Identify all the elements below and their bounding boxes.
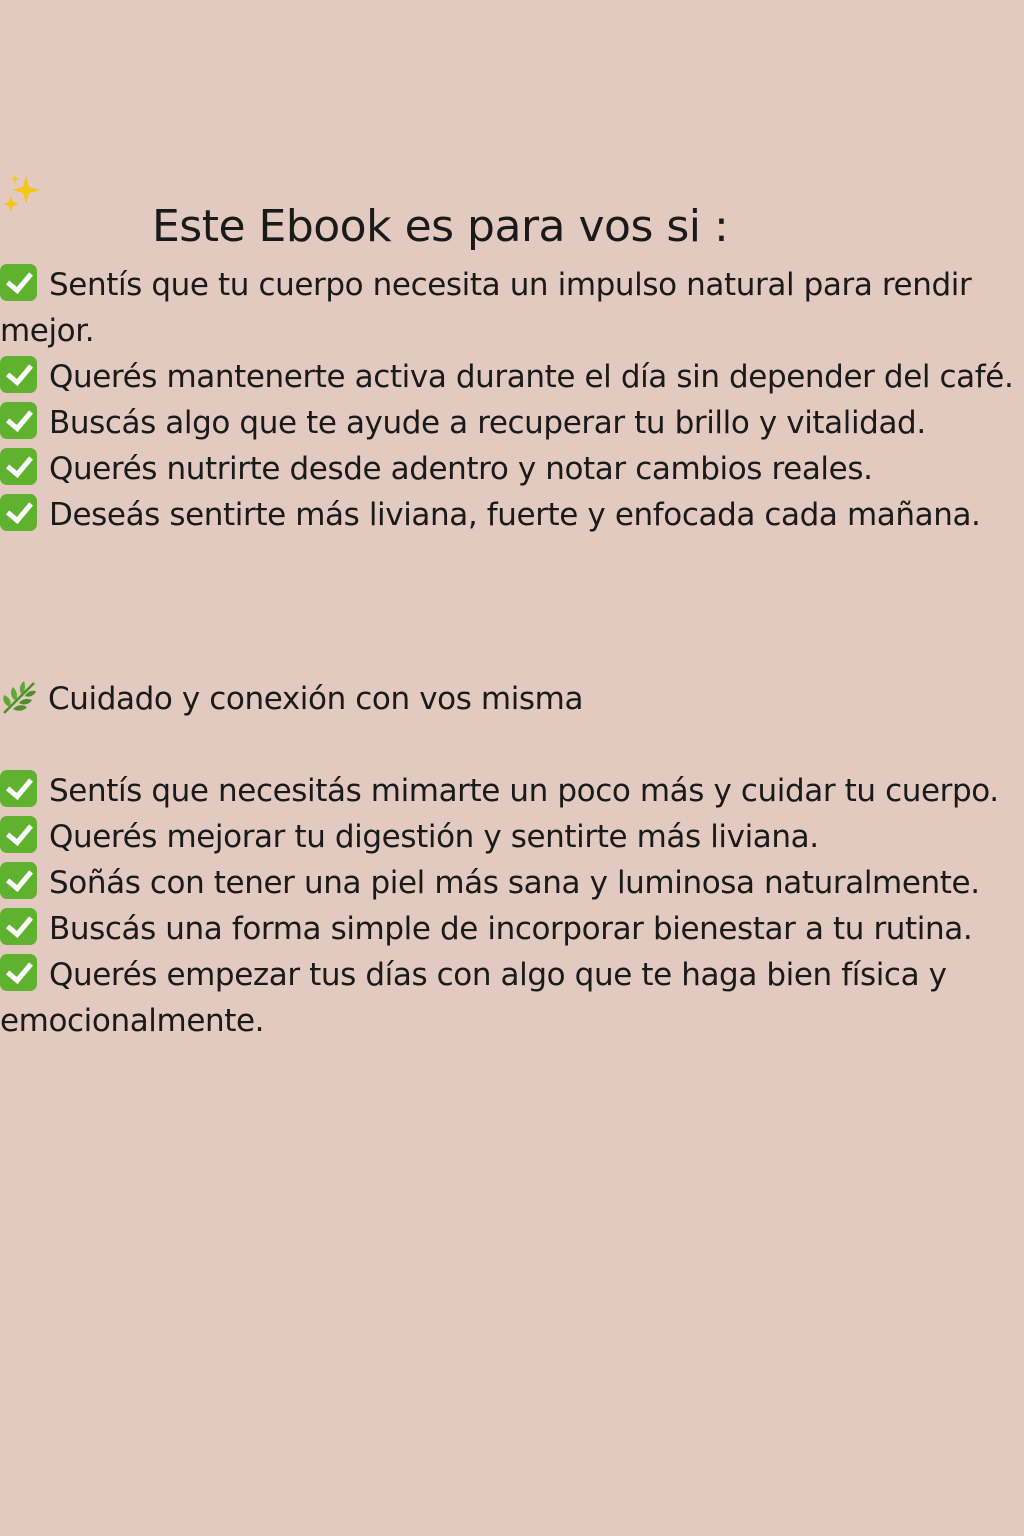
list-item-text: Sentís que necesitás mimarte un poco más y cuidar tu cuerpo. [49,773,999,809]
list-item [0,400,1022,446]
check-mark-icon [0,264,37,301]
list-item-text: Querés empezar tus días con algo que te haga bien física y emocionalmente. [0,957,947,1039]
list-item [0,952,1022,1044]
sparkles-icon [2,170,42,218]
check-mark-icon [0,770,37,807]
section-heading [0,676,583,722]
list-item-text: Buscás una forma simple de incorporar bienestar a tu rutina. [49,911,973,947]
herb-leaf-icon [0,679,38,717]
list-item [0,262,1022,354]
list-item [0,354,1022,400]
check-mark-icon [0,908,37,945]
check-mark-icon [0,816,37,853]
list-item-text: Querés mejorar tu digestión y sentirte más liviana. [49,819,819,855]
list-item-text: Buscás algo que te ayude a recuperar tu brillo y vitalidad. [49,405,926,441]
check-mark-icon [0,862,37,899]
benefits-list [0,262,1022,538]
check-mark-icon [0,448,37,485]
list-item-text: Deseás sentirte más liviana, fuerte y enfocada cada mañana. [49,497,981,533]
section-heading-text: Cuidado y conexión con vos misma [48,681,584,717]
list-item [0,492,1022,538]
page-title: Este Ebook es para vos si : [152,201,729,252]
list-item-text: Querés mantenerte activa durante el día sin depender del café. [49,359,1014,395]
list-item-text: Soñás con tener una piel más sana y luminosa naturalmente. [49,865,980,901]
list-item [0,860,1022,906]
check-mark-icon [0,954,37,991]
list-item-text: Querés nutrirte desde adentro y notar cambios reales. [49,451,873,487]
check-mark-icon [0,402,37,439]
list-item [0,906,1022,952]
care-list [0,768,1022,1044]
list-item [0,814,1022,860]
check-mark-icon [0,356,37,393]
list-item-text: Sentís que tu cuerpo necesita un impulso natural para rendir mejor. [0,267,972,349]
check-mark-icon [0,494,37,531]
list-item [0,446,1022,492]
list-item [0,768,1022,814]
